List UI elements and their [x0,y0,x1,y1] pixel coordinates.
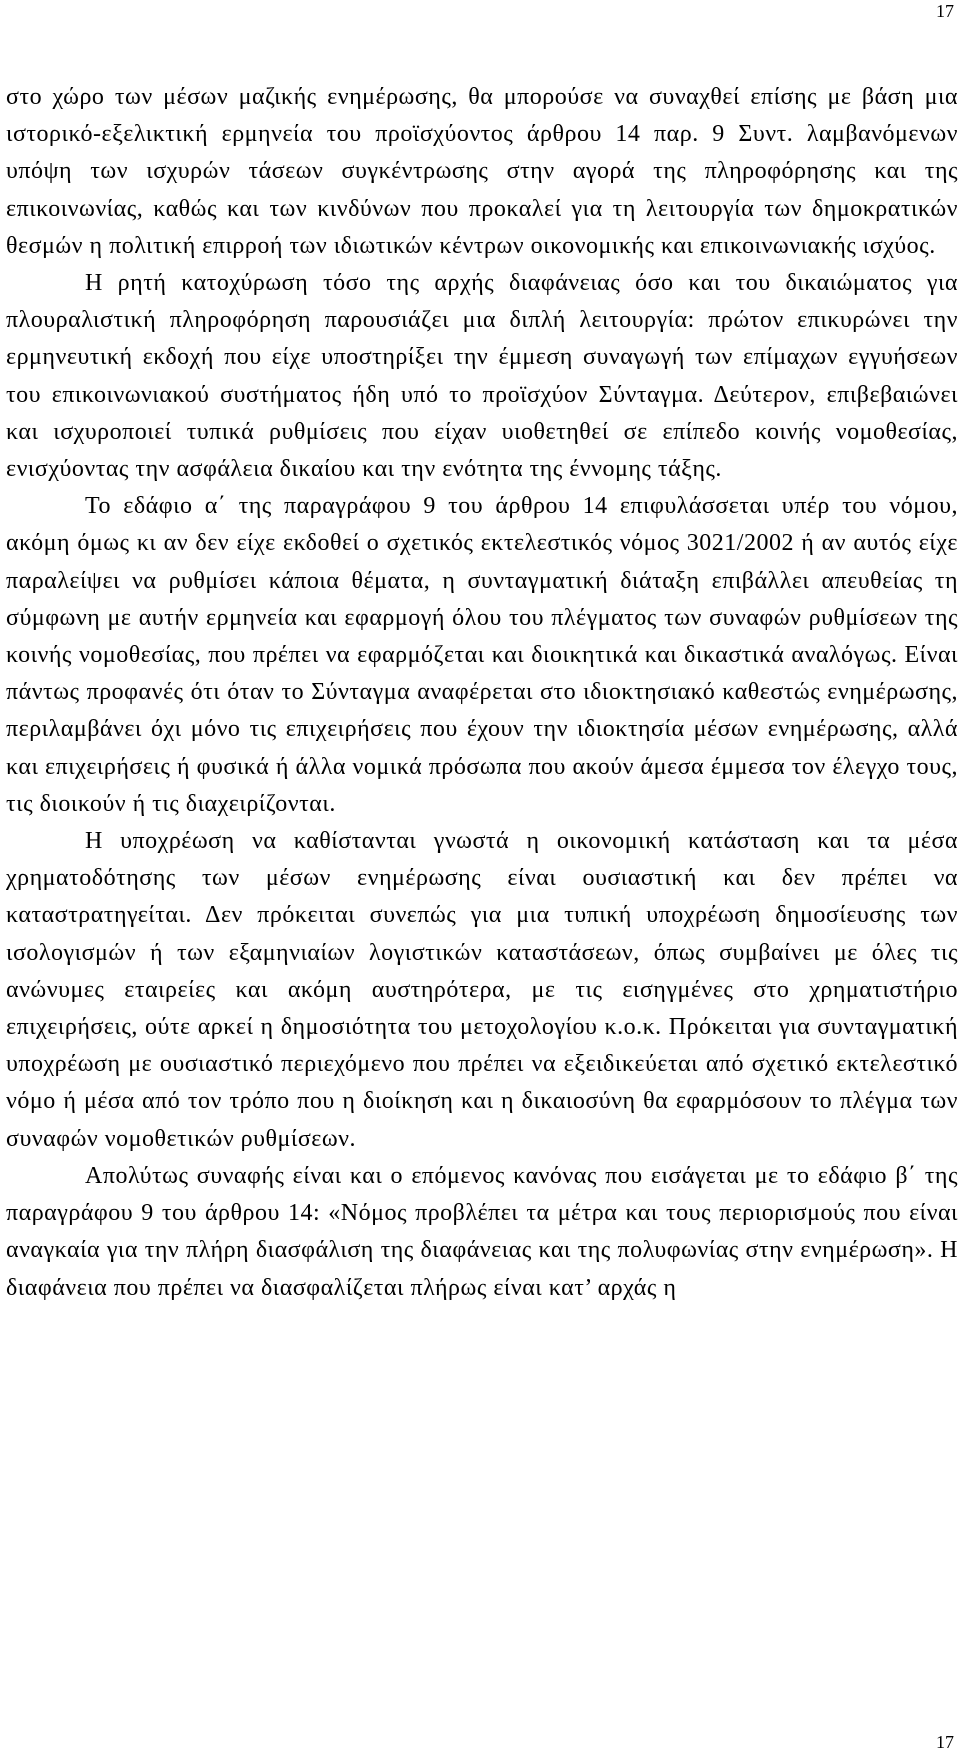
paragraph-5: Απολύτως συναφής είναι και ο επόμενος κανόνας που εισάγεται με το εδάφιο β΄ της παραγράφου 9 του άρθρου 14: «Νόμος προβλέπει τα μέτρα και τους περιορισμούς που είναι αναγκαία για την πλήρη διασφάλιση της διαφάνειας και της πολυφωνίας στην ενημέρωση». Η διαφάνεια που πρέπει να διασφαλίζεται πλήρως είναι κατ’ αρχάς η [6,1162,958,1301]
paragraph-1: στο χώρο των μέσων μαζικής ενημέρωσης, θα μπορούσε να συναχθεί επίσης με βάση μια ιστορικό-εξελικτική ερμηνεία του προϊσχύοντος άρθρου 14 παρ. 9 Συντ. λαμβανόμενων υπόψη των ισχυρών τάσεων συγκέντρωσης στην αγορά της πληροφόρησης και της επικοινωνίας, καθώς και των κινδύνων που προκαλεί για τη λειτουργία των δημοκρατικών θεσμών η πολιτική επιρροή των ιδιωτικών κέντρων οικονομικής και επικοινωνιακής ισχύος. [6,84,958,259]
page-number-bottom: 17 [936,1732,954,1752]
body-text [6,79,958,1307]
paragraph-2: Η ρητή κατοχύρωση τόσο της αρχής διαφάνειας όσο και του δικαιώματος για πλουραλιστική πληροφόρηση παρουσιάζει μια διπλή λειτουργία: πρώτον επικυρώνει την ερμηνευτική εκδοχή που είχε υποστηρίξει την έμμεση συναγωγή των επίμαχων εγγυήσεων του επικοινωνιακού συστήματος ήδη υπό το προϊσχύον Σύνταγμα. Δεύτερον, επιβεβαιώνει και ισχυροποιεί τυπικά ρυθμίσεις που είχαν υιοθετηθεί σε επίπεδο κοινής νομοθεσίας, ενισχύοντας την ασφάλεια δικαίου και την ενότητα της έννομης τάξης. [6,270,958,483]
paragraph-3: Το εδάφιο α΄ της παραγράφου 9 του άρθρου 14 επιφυλάσσεται υπέρ του νόμου, ακόμη όμως κι αν δεν είχε εκδοθεί ο σχετικός εκτελεστικός νόμος 3021/2002 ή αν αυτός είχε παραλείψει να ρυθμίσει κάποια θέματα, η συνταγματική διάταξη επιβάλλει απευθείας τη σύμφωνη με αυτήν ερμηνεία και εφαρμογή όλου του πλέγματος των συναφών ρυθμίσεων της κοινής νομοθεσίας, που πρέπει να εφαρμόζεται και διοικητικά και δικαστικά αναλόγως. Είναι πάντως προφανές ότι όταν το Σύνταγμα αναφέρεται στο ιδιοκτησιακό καθεστώς ενημέρωσης, περιλαμβάνει όχι μόνο τις επιχειρήσεις που έχουν την ιδιοκτησία μέσων ενημέρωσης, αλλά και επιχειρήσεις ή φυσικά ή άλλα νομικά πρόσωπα που ακούν άμεσα έμμεσα τον έλεγχο τους, τις διοικούν ή τις διαχειρίζονται. [6,493,958,817]
paragraph-4: Η υποχρέωση να καθίστανται γνωστά η οικονομική κατάσταση και τα μέσα χρηματοδότησης των μέσων ενημέρωσης είναι ουσιαστική και δεν πρέπει να καταστρατηγείται. Δεν πρόκειται συνεπώς για μια τυπική υποχρέωση δημοσίευσης των ισολογισμών ή των εξαμηνιαίων λογιστικών καταστάσεων, όπως συμβαίνει με όλες τις ανώνυμες εταιρείες και ακόμη αυστηρότερα, με τις εισηγμένες στο χρηματιστήριο επιχειρήσεις, ούτε αρκεί η δημοσιότητα του μετοχολογίου κ.ο.κ. Πρόκειται για συνταγματική υποχρέωση με ουσιαστικό περιεχόμενο που πρέπει να εξειδικεύεται από σχετικό εκτελεστικό νόμο ή μέσα από τον τρόπο που η διοίκηση και η δικαιοσύνη θα εφαρμόσουν το πλέγμα των συναφών νομοθετικών ρυθμίσεων. [6,828,958,1152]
page-number-top: 17 [936,1,954,21]
